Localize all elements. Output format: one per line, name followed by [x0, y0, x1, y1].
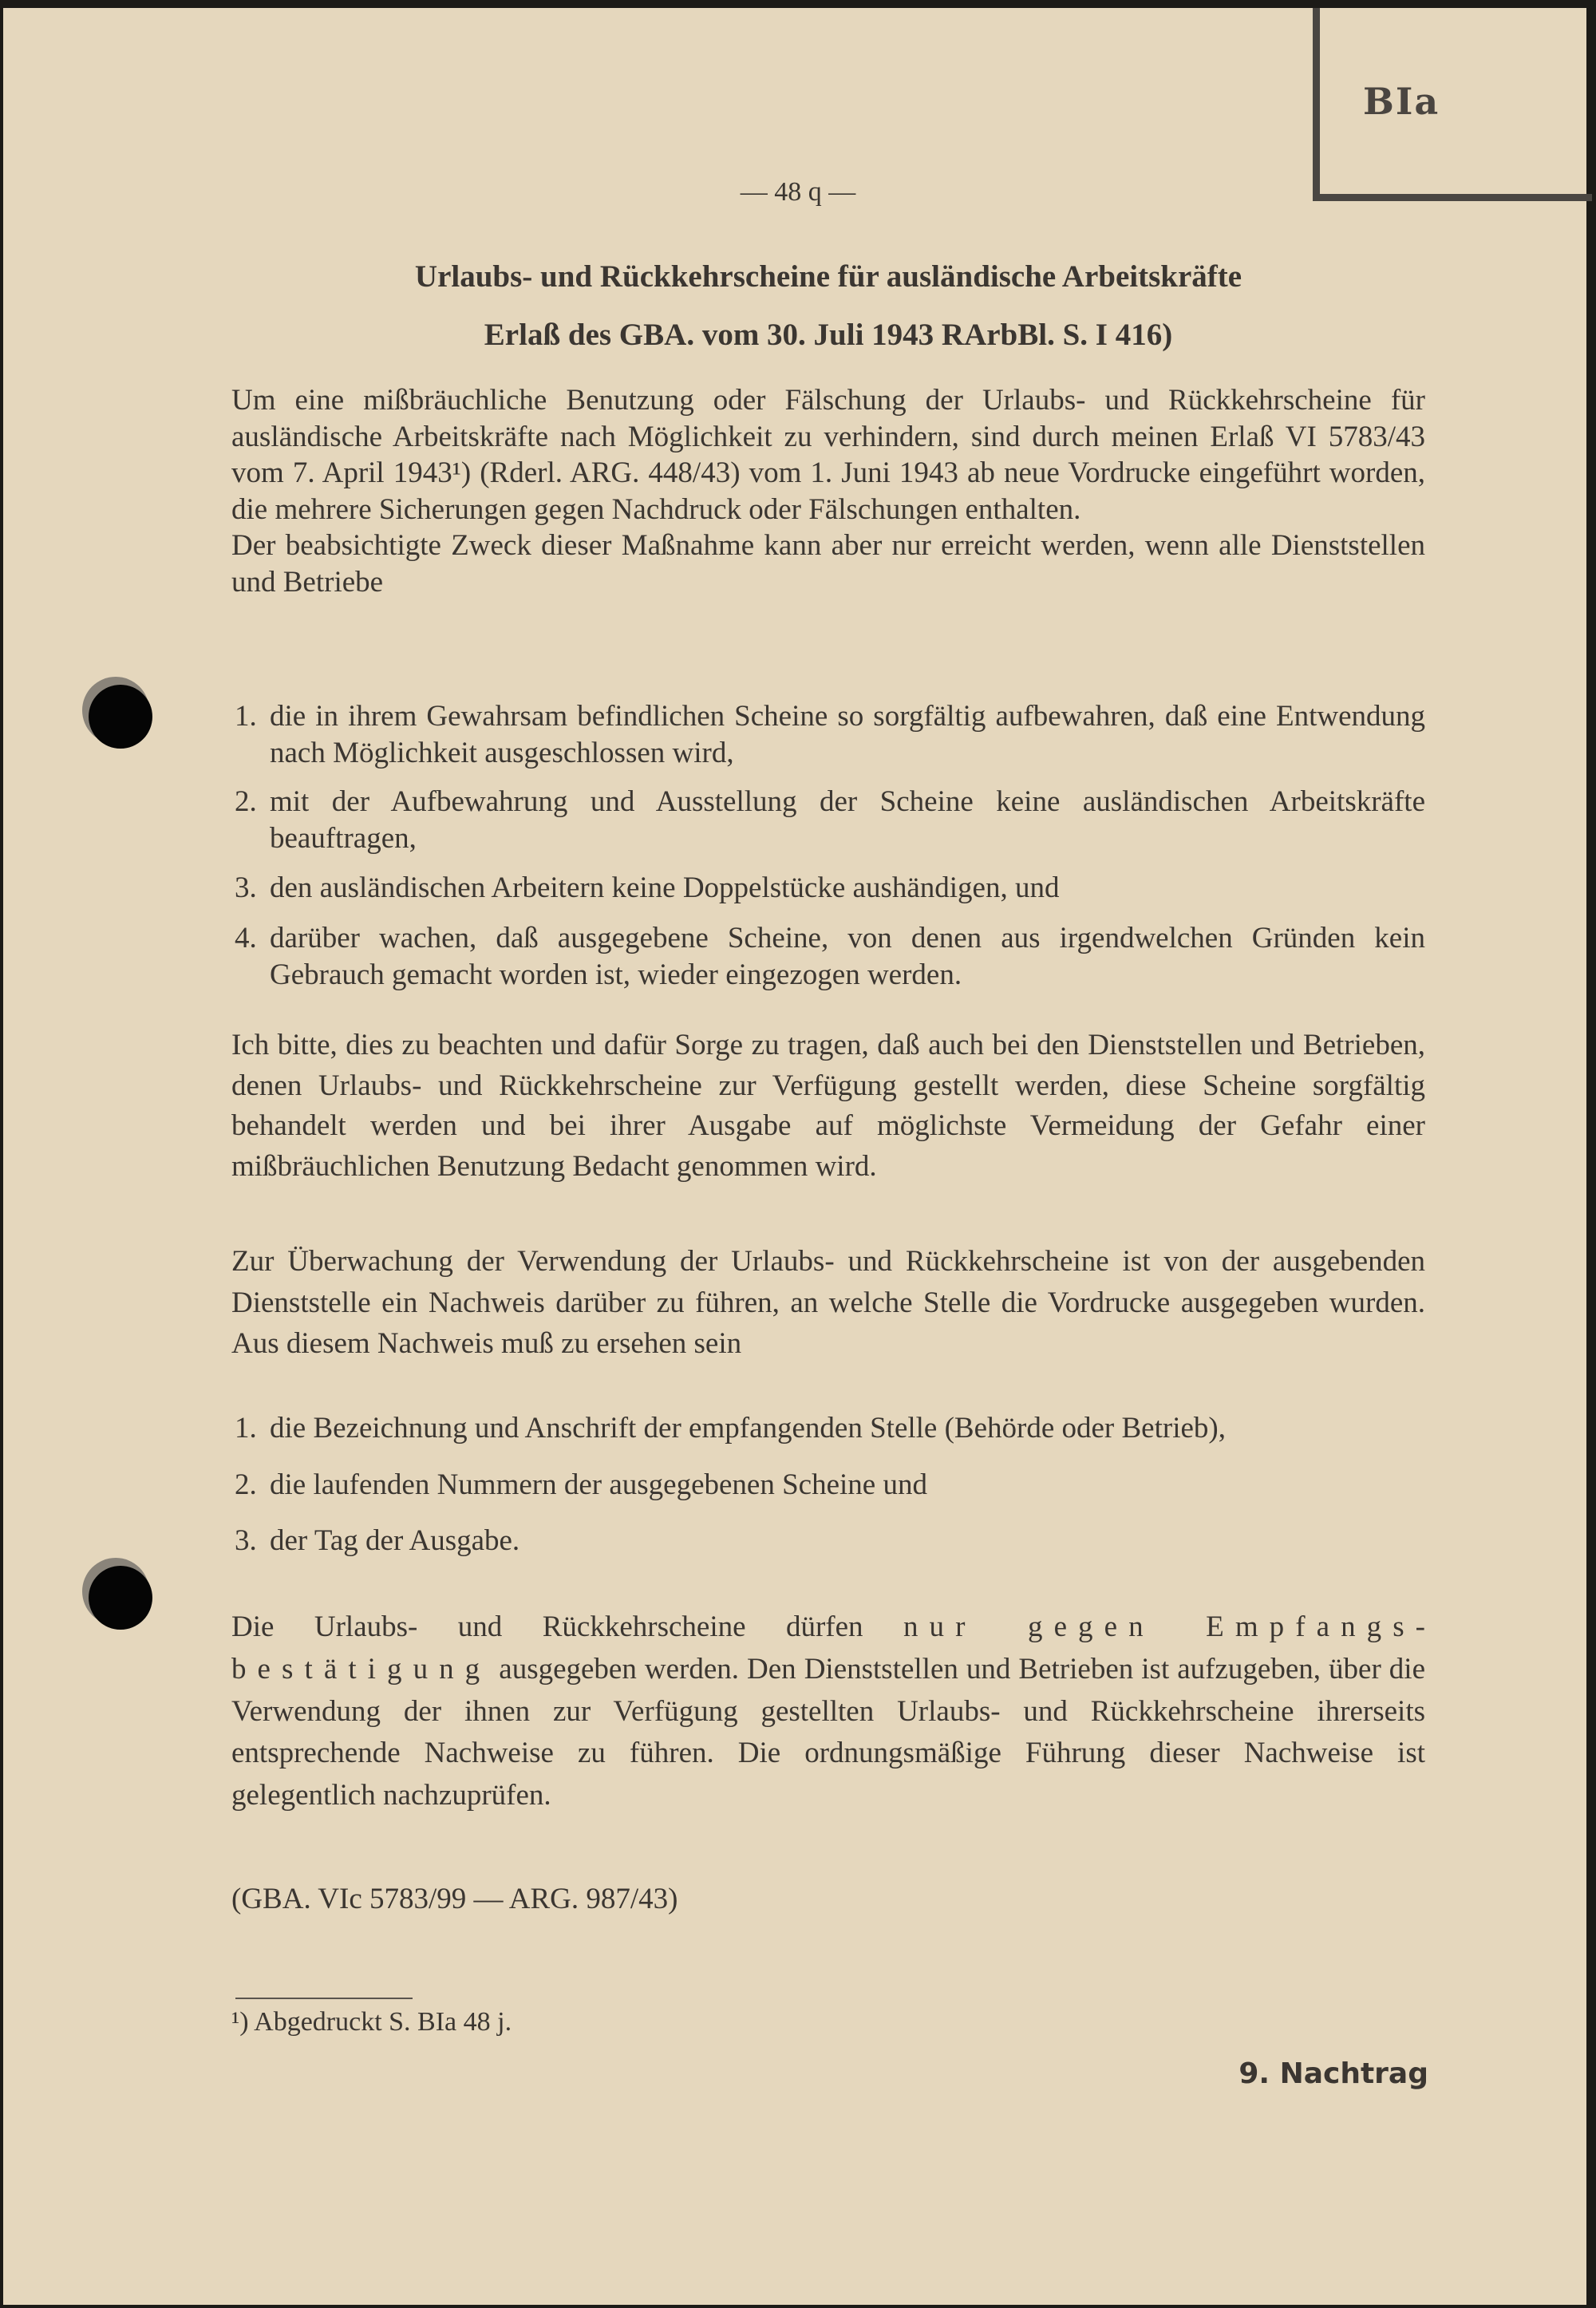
item-number: 2. — [235, 785, 257, 818]
item-text: darüber wachen, daß ausgegebene Scheine, von denen aus irgendwelchen Gründen kein Gebrauch gemacht worden ist, wieder eingezogen werden. — [270, 922, 1425, 991]
list-item — [231, 920, 1425, 994]
intro-block — [231, 382, 1425, 601]
paragraph-5-text: ausgegeben werden. Den Dienststellen und Betrieben ist aufzugeben, über die Verwendung der ihnen zur Verfügung gestellten Urlaubs- und Rückkehrscheine ihrerseits entsprechende Nachweise zu führen. Die ordnungsmäßige Führung dieser Nachweise ist gelegentlich nachzuprüfen. — [231, 1652, 1425, 1812]
footnote-divider — [235, 1998, 413, 1999]
paragraph-3: Ich bitte, dies zu beachten und dafür Sorge zu tragen, daß auch bei den Dienststellen und Betrieben, denen Urlaubs- und Rückkehrscheine zur Verfügung gestellt werden, diese Scheine sorgfältig behandelt werden und bei ihrer Ausgabe auf möglichste Vermeidung der Gefahr einer mißbräuchlichen Benutzung Bedacht genommen wird. — [231, 1029, 1425, 1184]
document-title: Urlaubs- und Rückkehrscheine für ausländische Arbeitskräfte — [414, 259, 1242, 294]
list-item — [231, 1521, 1425, 1560]
list-item — [231, 784, 1425, 857]
paragraph-5 — [231, 1607, 1425, 1817]
paragraph-1: Um eine mißbräuchliche Benutzung oder Fälschung der Urlaubs- und Rückkehrscheine für ausländische Arbeitskräfte nach Möglichkeit zu verhindern, sind durch meinen Erlaß VI 5783/43 vom 7. April 1943¹) (Rderl. ARG. 448/43) vom 1. Juni 1943 ab neue Vordrucke eingeführt worden, die mehrere Sicherungen gegen Nachdruck oder Fälschungen enthalten. — [231, 384, 1425, 526]
item-number: 1. — [235, 700, 257, 733]
list-item — [231, 870, 1425, 907]
punch-hole-icon — [89, 685, 152, 749]
item-text: die Bezeichnung und Anschrift der empfangenden Stelle (Behörde oder Betrieb), — [270, 1412, 1226, 1444]
list-item — [231, 1465, 1425, 1504]
record-list — [231, 1409, 1425, 1560]
requirements-list — [231, 698, 1425, 994]
section-code: BIa — [1363, 80, 1440, 123]
item-text: die laufenden Nummern der ausgegebenen Scheine und — [270, 1468, 927, 1501]
item-text: den ausländischen Arbeitern keine Doppelstücke aushändigen, und — [270, 871, 1060, 904]
item-text: der Tag der Ausgabe. — [270, 1524, 520, 1557]
item-number: 3. — [235, 1524, 257, 1557]
emphasized-text: nur gegen Empfangsbestätigung — [231, 1610, 1425, 1686]
punch-hole-icon — [89, 1566, 152, 1630]
item-number: 4. — [235, 922, 257, 954]
footnote: ¹) Abgedruckt S. BIa 48 j. — [231, 2007, 512, 2037]
paragraph-5-text: Die Urlaubs- und Rückkehrscheine dürfen — [231, 1610, 903, 1643]
list-item — [231, 698, 1425, 772]
paragraph-2: Der beabsichtigte Zweck dieser Maßnahme kann aber nur erreicht werden, wenn alle Dienststellen und Betriebe — [231, 529, 1425, 599]
page-number: — 48 q — — [740, 177, 856, 207]
supplement-label: 9. Nachtrag — [1238, 2057, 1428, 2090]
item-text: mit der Aufbewahrung und Ausstellung der Scheine keine ausländischen Arbeitskräfte beauftragen, — [270, 785, 1425, 855]
item-text: die in ihrem Gewahrsam befindlichen Scheine so sorgfältig aufbewahren, daß eine Entwendung nach Möglichkeit ausgeschlossen wird, — [270, 700, 1425, 769]
item-number: 3. — [235, 871, 257, 904]
item-number: 2. — [235, 1468, 257, 1501]
document-subtitle: Erlaß des GBA. vom 30. Juli 1943 RArbBl. S. I 416) — [484, 318, 1173, 352]
corner-box-border — [1313, 8, 1320, 200]
reference-line: (GBA. VIc 5783/99 — ARG. 987/43) — [231, 1883, 678, 1915]
list-item — [231, 1409, 1425, 1448]
item-number: 1. — [235, 1412, 257, 1444]
paragraph-4: Zur Überwachung der Verwendung der Urlaubs- und Rückkehrscheine ist von der ausgebenden Dienststelle ein Nachweis darüber zu führen, an welche Stelle die Vordrucke ausgegeben wurden. Aus diesem Nachweis muß zu ersehen sein — [231, 1245, 1425, 1361]
